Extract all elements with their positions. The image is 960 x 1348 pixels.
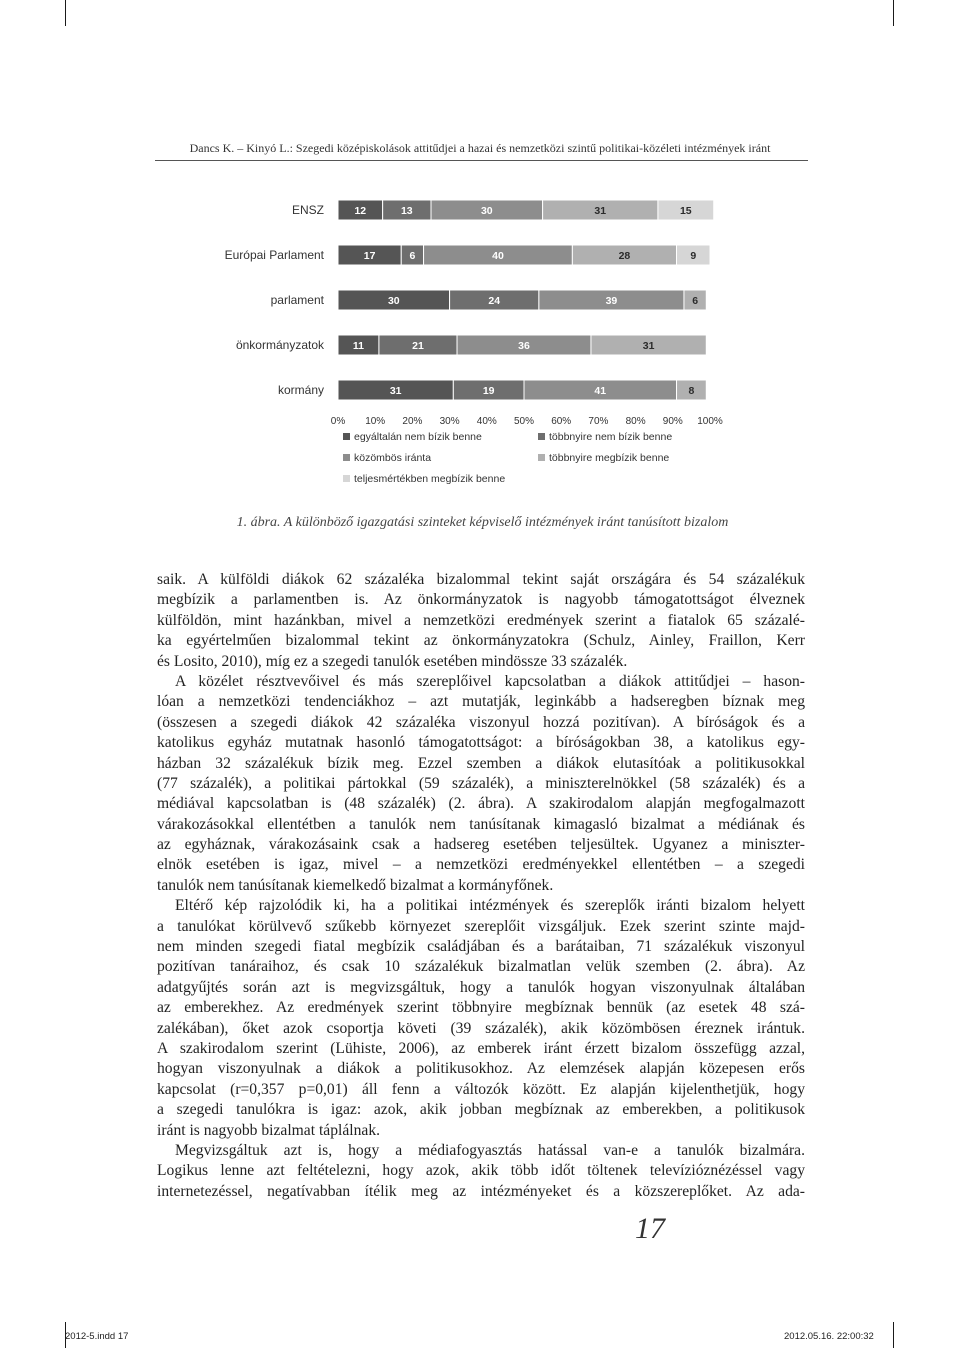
body-text [157,570,805,1202]
figure-caption: 1. ábra. A különböző igazgatási szinteket képviselő intézmények iránt tanúsított bizalom [236,515,729,530]
legend-swatch [343,433,350,440]
body-line: Eltérő kép rajzolódik ki, ha a politikai intézmények és szereplők iránti bizalom helyett [175,897,805,915]
body-line: Logikus lenne azt feltételezni, hogy azok, akik több időt töltenek televízióznézéssel vagy [157,1162,805,1180]
data-label: 30 [480,205,493,217]
x-tick-label: 70% [588,416,609,427]
data-label: 40 [492,250,504,262]
x-tick-label: 10% [365,416,386,427]
body-line: megbízik a parlamentben is. Az önkormányzatok is nagyobb támogatottságot élveznek [157,591,805,609]
body-line: (összesen a szegedi diákok 42 százaléka viszonyul hozzá pozitívan). A bíróságok és a [157,713,805,731]
crop-mark-top-right [893,0,894,26]
x-tick-label: 60% [551,416,572,427]
slug-timestamp: 2012.05.16. 22:00:32 [784,1331,874,1342]
legend-label: többnyire nem bízik benne [549,431,673,443]
data-label: 31 [594,205,607,217]
data-label: 17 [363,250,376,262]
legend-label: többnyire megbízik benne [549,452,670,464]
body-line: internetezéssel, negatívabban ítélik meg az intézményeket és a közszereplőket. Az ada- [157,1182,805,1200]
body-line: A szakirodalom szerint (Lühiste, 2006), az emberek iránt érzett bizalom összefügg azzal, [157,1039,805,1057]
legend-label: egyáltalán nem bízik benne [354,431,482,443]
x-tick-label: 20% [402,416,423,427]
running-header: Dancs K. – Kinyó L.: Szegedi középiskolások attitűdjei a hazai és nemzetközi szintű politikai-közéleti intézmények iránt [189,141,771,155]
body-line: saik. A külföldi diákok 62 százaléka bizalommal tekint saját országára és 54 százalékuk [157,571,805,588]
data-label: 21 [412,340,424,352]
body-line: az emberekhez. Az eredmények szerint többnyire megbíznak bennük (az esetek 48 szá- [157,999,805,1017]
body-line: nem minden szegedi fiatal megbízik családjában és a barátaiban, 71 százalékuk viszonyul [157,938,805,956]
body-line: külföldön, mint hazánkban, mivel a nemzetközi eredmények szerint a fiatalok 65 százalé- [157,611,805,629]
category-label: kormány [277,383,324,397]
data-label: 31 [389,385,402,397]
body-line: pozitívan tanáraihoz, és csak 10 százalékuk bizalmatlan velük szemben (2. ábra). Az [157,958,805,976]
body-line: médiával kapcsolatban is (48 százalék) (2. ábra). A szakirodalom alapján megfogalmazott [157,795,805,813]
body-line: Megvizsgáltuk azt is, hogy a médiafogyasztás hatással van-e a tanulók bizalmára. [175,1141,805,1159]
body-line: katolikus egyház mutatnak hasonló támogatottságot: a bíróságokban 38, a katolikus egy- [157,734,805,752]
legend-swatch [538,454,545,461]
legend-swatch [343,454,350,461]
data-label: 24 [488,295,501,307]
data-label: 6 [409,250,416,262]
data-label: 15 [679,205,692,217]
x-tick-label: 50% [513,416,535,427]
header-rule [155,160,808,161]
legend-label: közömbös iránta [354,452,432,464]
data-label: 8 [688,385,695,397]
data-label: 11 [352,340,365,352]
body-line: lóan a nemzetközi tendenciákhoz – azt mutatják, leginkább a hadseregben bíznak meg [157,693,805,711]
data-label: 30 [387,295,400,307]
crop-mark-bottom-right [893,1322,894,1348]
body-line: adatgyűjtés során azt is megvizsgáltuk, hogy a tanulók hogyan viszonyulnak általában [157,978,805,996]
data-label: 19 [482,385,495,397]
category-label: önkormányzatok [235,338,324,352]
x-tick-label: 100% [697,416,723,427]
body-line: (77 százalék), a politikai pártokkal (59 százalék), a miniszterelnökkel (58 százalék) és a [157,774,805,792]
x-tick-label: 80% [625,416,646,427]
data-label: 28 [618,250,631,262]
body-line: tanulók nem tanúsítanak kiemelkedő bizalmat a kormányfőnek. [157,876,554,894]
legend-label: teljesmértékben megbízik benne [354,473,506,485]
stacked-bar-chart [150,190,750,510]
page-number: 17 [635,1212,665,1245]
body-line: várakozásokkal ellentétben a tanulók nem tanúsítanak kimagasló bizalmat a médiának és [157,815,805,833]
body-line: a tanulókat körülvevő szűkebb környezet szereplőit vizsgáljuk. Ezek szerint szinte majd- [157,917,805,935]
data-label: 12 [354,205,367,217]
body-line: kapcsolat (r=0,357 p=0,01) áll fenn a változók között. Ez alapján kijelenthetjük, hogy [157,1080,805,1098]
legend-swatch [343,475,350,482]
body-line: ka egyértelműen bizalommal tekint az önkormányzatokra (Schulz, Ainley, Fraillon, Kerr [157,632,805,650]
legend-swatch [538,433,545,440]
category-label: Európai Parlament [224,248,324,262]
data-label: 41 [594,385,607,397]
x-tick-label: 40% [476,416,497,427]
body-line: A közélet résztvevőivel és más szereplőivel kapcsolatban a diákok attitűdjei – hason- [175,672,805,690]
category-label: parlament [270,293,324,307]
crop-mark-top-left [65,0,66,26]
data-label: 6 [692,295,699,307]
data-label: 36 [518,340,530,352]
body-line: az egyháznak, várakozásaink csak a hadsereg esetében teljesültek. Ugyanez a miniszter- [157,836,805,854]
body-line: hogyan viszonyulnak a diákok a politikusokhoz. Az elemzések alapján közepesen erős [157,1060,805,1078]
x-tick-label: 30% [439,416,460,427]
body-line: zalékában), őket azok csoportja követi (39 százalék), akik közömbösen éreznek irántuk. [157,1019,805,1037]
x-tick-label: 90% [662,416,683,427]
body-line: iránt is nagyobb bizalmat táplálnak. [157,1121,381,1139]
data-label: 31 [642,340,655,352]
data-label: 9 [690,250,697,262]
category-label: ENSZ [291,203,324,217]
body-line: elnök esetében is igaz, mivel – a nemzetközi eredményekkel ellentétben – a szegedi [157,856,805,874]
body-line: és Losito, 2010), míg ez a szegedi tanulók esetében mindössze 33 százalék. [157,652,628,670]
body-line: házban 32 százalékuk bízik meg. Ezzel szemben a diákok elutasítóak a politikusokkal [157,754,805,772]
data-label: 13 [400,205,413,217]
data-label: 39 [605,295,618,307]
x-tick-label: 0% [330,416,346,427]
body-line: a szegedi tanulókra is igaz: azok, akik jobban megbíznak az emberekben, a politikusok [157,1101,805,1119]
slug-file-info: 2012-5.indd 17 [65,1331,129,1342]
